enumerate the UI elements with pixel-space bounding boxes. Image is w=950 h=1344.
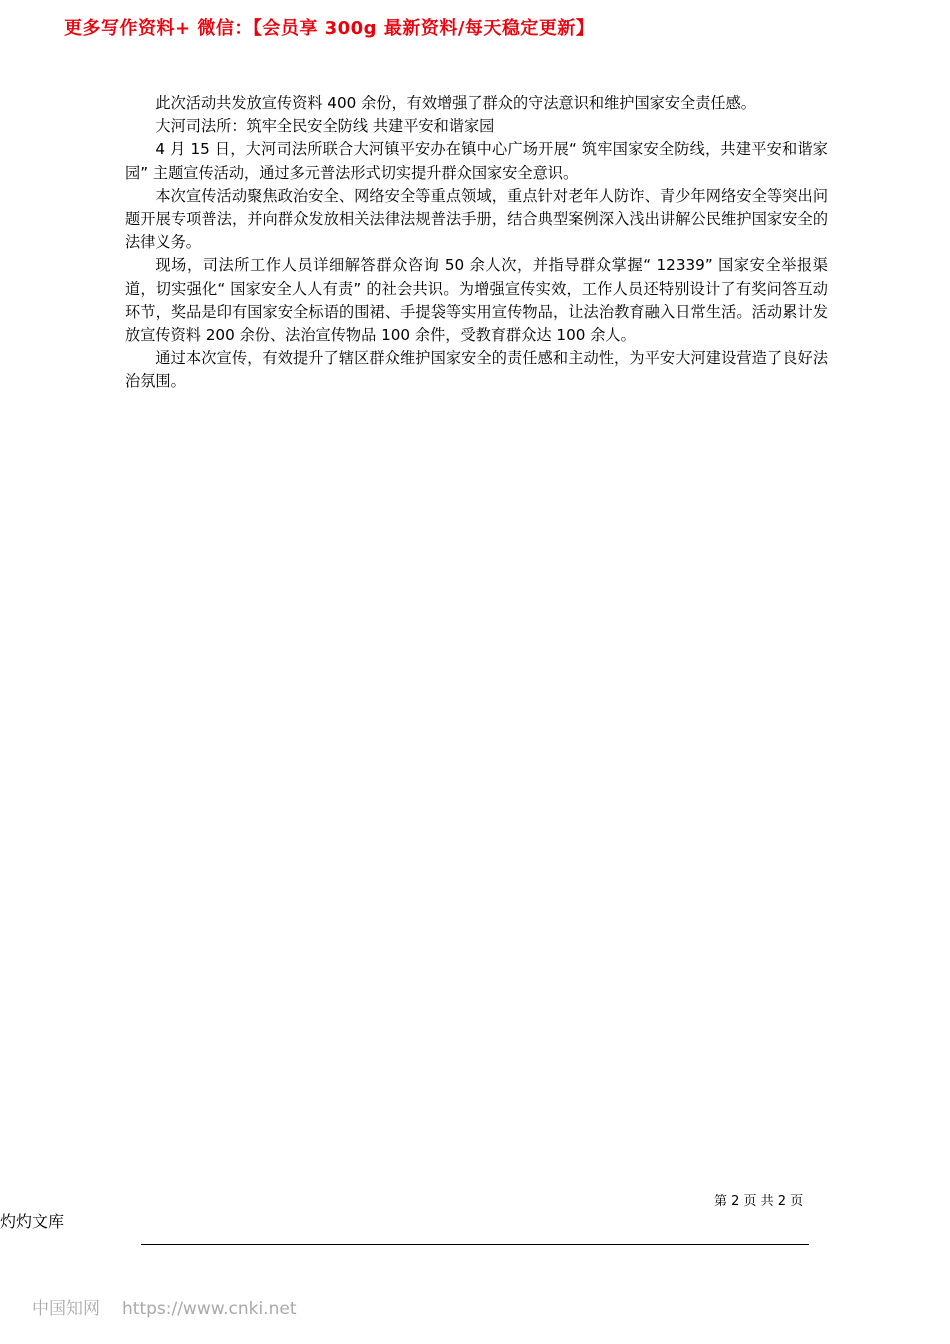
paragraph-summary: 此次活动共发放宣传资料 400 余份，有效增强了群众的守法意识和维护国家安全责任感。 bbox=[155, 94, 756, 112]
paragraph-focus: 本次宣传活动聚焦政治安全、网络安全等重点领域，重点针对老年人防诈、青少年网络安全等突出问题开展专项普法，并向群众发放相关法律法规普法手册，结合典型案例深入浅出讲解公民维护国家安全的法律义务。 bbox=[125, 186, 828, 252]
watermark bbox=[32, 1294, 296, 1319]
footer-divider bbox=[141, 1244, 809, 1245]
watermark-site-name: 中国知网 bbox=[32, 1299, 100, 1319]
paragraph-onsite: 现场，司法所工作人员详细解答群众咨询 50 余人次，并指导群众掌握“ 12339” 国家安全举报渠道，切实强化“ 国家安全人人有责” 的社会共识。为增强宣传实效，工作人员还特别设计了有奖问答互动环节，奖品是印有国家安全标语的围裙、手提袋等实用宣传物品，让法治教育融入日常生活。活动累计发放宣传资料 200 余份、法治宣传物品 100 余件，受教育群众达 100 余人。 bbox=[125, 256, 828, 345]
paragraph-intro: 4 月 15 日，大河司法所联合大河镇平安办在镇中心广场开展“ 筑牢国家安全防线，共建平安和谐家园” 主题宣传活动，通过多元普法形式切实提升群众国家安全意识。 bbox=[125, 140, 828, 182]
promo-banner: 更多写作资料+ 微信：【会员享 300g 最新资料/每天稳定更新】 bbox=[64, 18, 595, 39]
library-name: 灼灼文库 bbox=[0, 1212, 65, 1231]
page-number: 第 2 页 共 2 页 bbox=[714, 1194, 804, 1209]
section-title: 大河司法所：筑牢全民安全防线 共建平安和谐家园 bbox=[155, 117, 495, 136]
paragraph-conclusion: 通过本次宣传，有效提升了辖区群众维护国家安全的责任感和主动性，为平安大河建设营造了良好法治氛围。 bbox=[125, 349, 828, 391]
document-body bbox=[125, 92, 828, 394]
watermark-url: https://www.cnki.net bbox=[122, 1299, 297, 1319]
